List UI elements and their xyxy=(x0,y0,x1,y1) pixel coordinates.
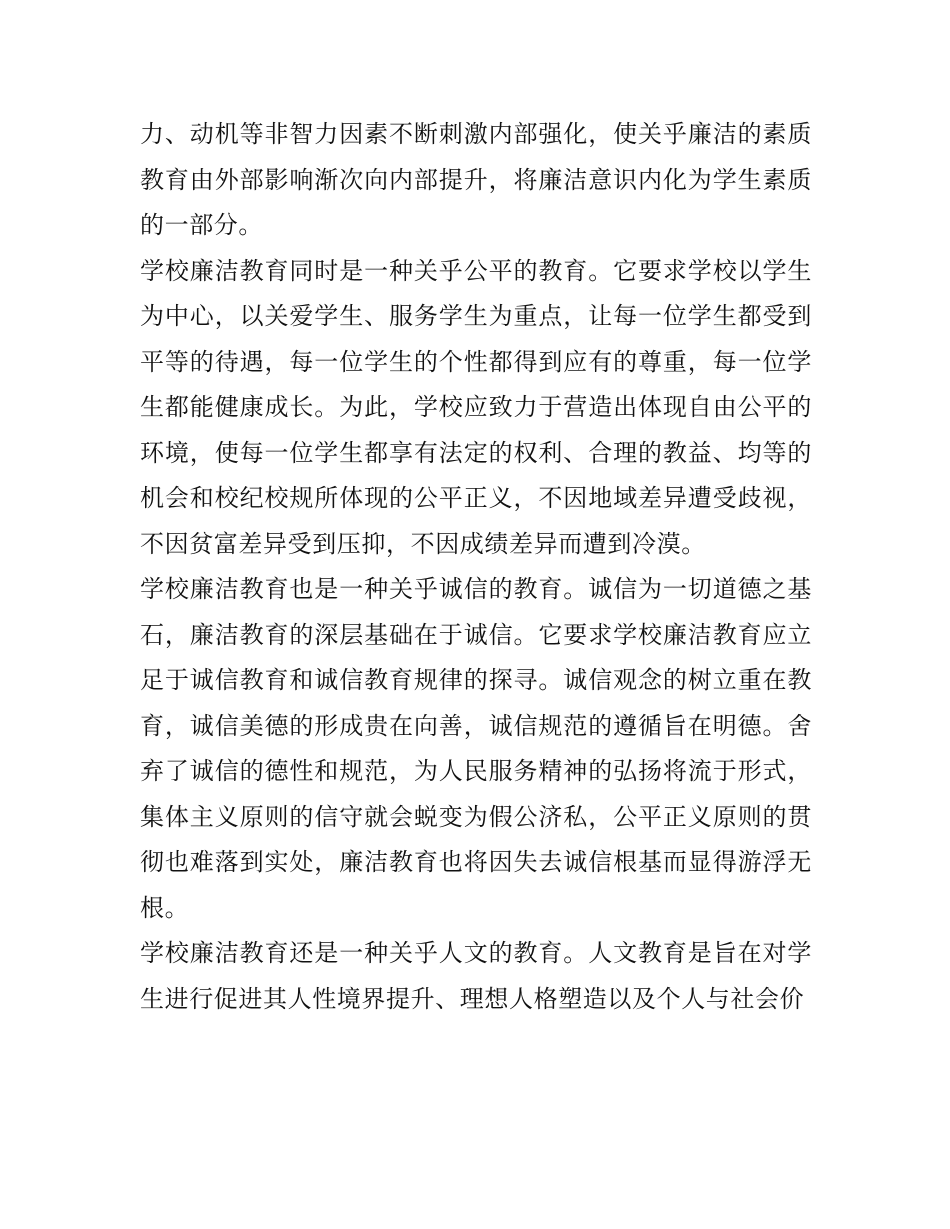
body-text xyxy=(140,112,812,1022)
paragraph-4: 学校廉洁教育还是一种关乎人文的教育。人文教育是旨在对学生进行促进其人性境界提升、理想人格塑造以及个人与社会价 xyxy=(140,939,812,1013)
paragraph-2: 学校廉洁教育同时是一种关乎公平的教育。它要求学校以学生为中心，以关爱学生、服务学生为重点，让每一位学生都受到平等的待遇，每一位学生的个性都得到应有的尊重，每一位学生都能健康成长。为此，学校应致力于营造出体现自由公平的环境，使每一位学生都享有法定的权利、合理的教益、均等的机会和校纪校规所体现的公平正义，不因地域差异遭受歧视，不因贫富差异受到压抑，不因成绩差异而遭到冷漠。 xyxy=(140,256,812,558)
paragraph-1: 力、动机等非智力因素不断刺激内部强化，使关乎廉洁的素质教育由外部影响渐次向内部提升，将廉洁意识内化为学生素质的一部分。 xyxy=(140,120,812,239)
paragraph-3: 学校廉洁教育也是一种关乎诚信的教育。诚信为一切道德之基石，廉洁教育的深层基础在于诚信。它要求学校廉洁教育应立足于诚信教育和诚信教育规律的探寻。诚信观念的树立重在教育，诚信美德的形成贵在向善，诚信规范的遵循旨在明德。舍弃了诚信的德性和规范，为人民服务精神的弘扬将流于形式，集体主义原则的信守就会蜕变为假公济私，公平正义原则的贯彻也难落到实处，廉洁教育也将因失去诚信根基而显得游浮无根。 xyxy=(140,575,812,922)
